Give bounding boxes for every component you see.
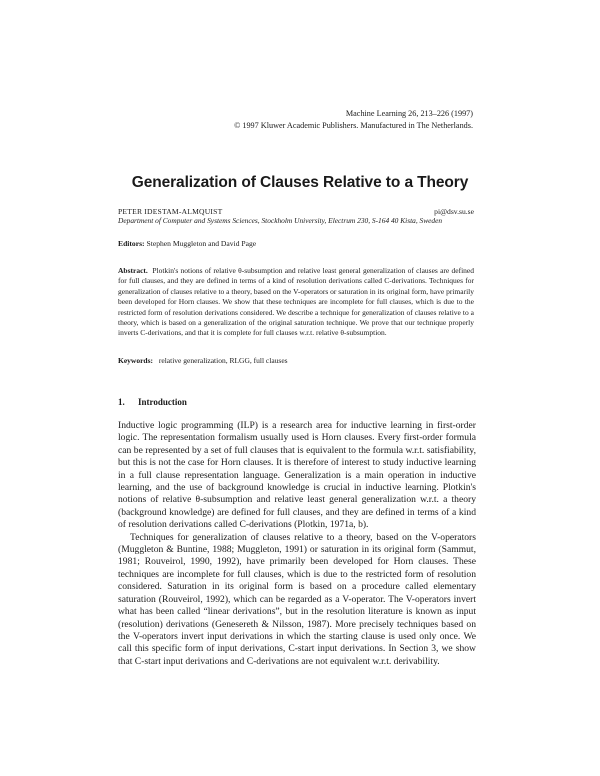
journal-copyright: © 1997 Kluwer Academic Publishers. Manufactured in The Netherlands.	[234, 120, 473, 130]
paragraph: Inductive logic programming (ILP) is a research area for inductive learning in first-order logic. The representation formalism usually used is Horn clauses. Every first-order formula can be represented by a set of full clauses that is equivalent to the formula w.r.t. satisfiability, but this is not the case for Horn clauses. It is therefore of interest to study inductive learning in a full clause representation language. Generalization is a main operation in inductive learning, and the use of background knowledge is crucial in inductive learning. Plotkin's notions of relative θ-subsumption and relative least general generalization w.r.t. a theory (background knowledge) are defined for full clauses, and they are defined in terms of a kind of resolution derivations called C-derivations (Plotkin, 1971a, b).	[118, 420, 476, 531]
section-heading	[118, 397, 187, 407]
abstract	[118, 266, 474, 339]
keywords-text: relative generalization, RLGG, full clauses	[158, 356, 288, 365]
author-affiliation: Department of Computer and Systems Sciences, Stockholm University, Electrum 230, S-164 40 Kista, Sweden	[118, 216, 443, 225]
editors-names: Stephen Muggleton and David Page	[146, 239, 257, 248]
section-number: 1.	[118, 397, 125, 407]
author-email: pi@dsv.su.se	[434, 207, 474, 216]
journal-citation: Machine Learning 26, 213–226 (1997)	[345, 109, 473, 118]
journal-header	[234, 108, 473, 131]
section-title: Introduction	[138, 397, 187, 407]
keywords-label: Keywords:	[118, 356, 153, 365]
keywords	[118, 356, 474, 365]
paragraph: Techniques for generalization of clauses relative to a theory, based on the V-operators (Muggleton & Buntine, 1988; Muggleton, 1991) or saturation in its original form (Sammut, 1981; Rouveirol, 1990, 1992), have primarily been developed for Horn clauses. These techniques are incomplete for full clauses, which is due to the restricted form of resolution considered. Saturation in its original form is based on a procedure called elementary saturation (Rouveirol, 1992), which can be regarded as a V-operator. The V-operators invert what has been called “linear derivations”, but in the resolution literature is known as input (resolution) derivations (Genesereth & Nilsson, 1987). More precisely techniques based on the V-operators invert input derivations in which the starting clause is used only once. We call this specific form of input derivations, C-start input derivations. In Section 3, we show that C-start input derivations and C-derivations are not equivalent w.r.t. derivability.	[118, 531, 476, 667]
abstract-label: Abstract.	[118, 266, 148, 275]
body-text	[118, 420, 476, 668]
editors-label: Editors:	[118, 239, 145, 248]
abstract-text: Plotkin's notions of relative θ-subsumption and relative least general generalization of clauses are defined for full clauses, and they are defined in terms of a kind of resolution derivations called C-derivations. Techniques for generalization of clauses relative to a theory, based on the V-operators or saturation in its original form, have primarily been developed for Horn clauses. We show that these techniques are incomplete for full clauses, which is due to the restricted form of resolution derivations considered. We describe a technique for generalization of clauses relative to a theory, which is based on a generalization of the original saturation technique. We prove that our technique properly inverts C-derivations, and that it is complete for full clauses w.r.t. relative θ-subsumption.	[118, 266, 474, 338]
author-line	[118, 207, 474, 216]
paper-title: Generalization of Clauses Relative to a Theory	[131, 174, 469, 191]
editors-line	[118, 239, 256, 248]
author-name: PETER IDESTAM-ALMQUIST	[118, 207, 223, 216]
